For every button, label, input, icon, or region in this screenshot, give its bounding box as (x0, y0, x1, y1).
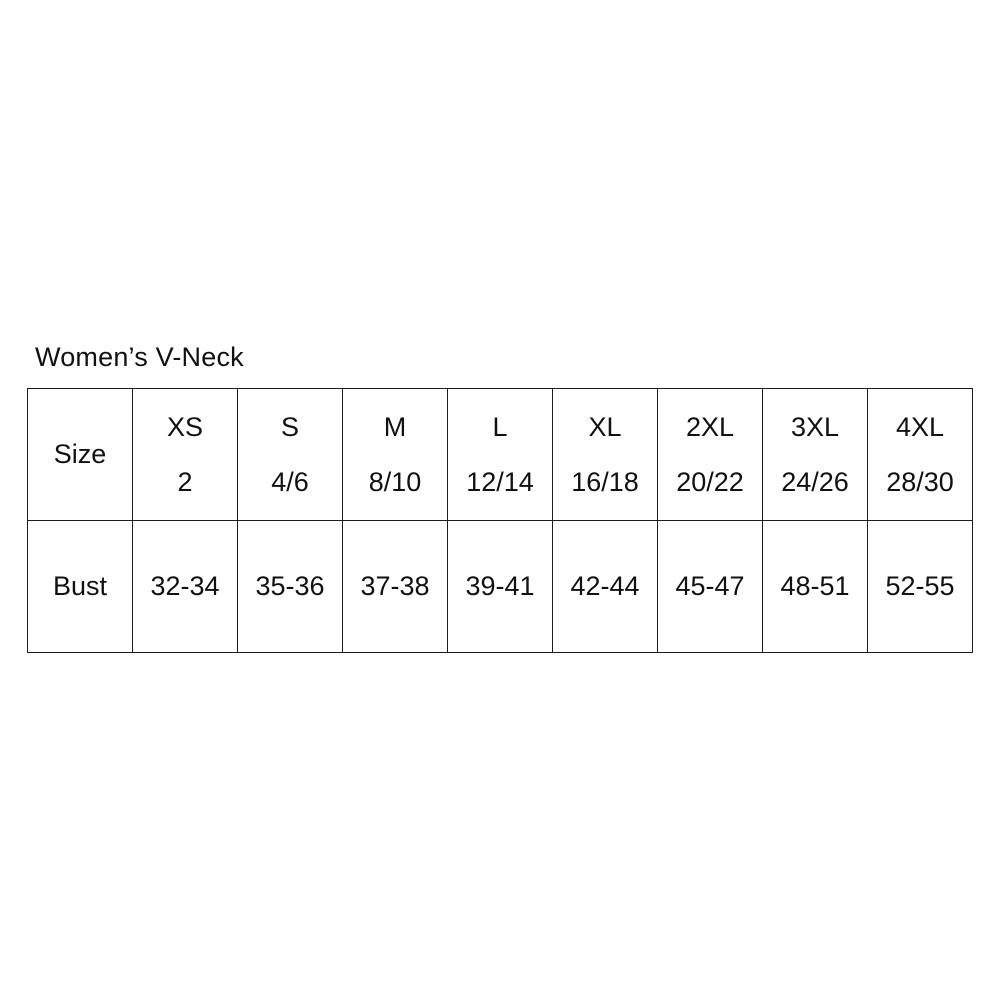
size-number: 12/14 (466, 467, 534, 497)
size-letter: 4XL (895, 412, 945, 442)
size-letter: 2XL (685, 412, 735, 442)
size-cell-2xl (658, 389, 763, 521)
size-letter: L (492, 412, 508, 442)
size-cell-xl (553, 389, 658, 521)
size-number: 28/30 (886, 467, 954, 497)
size-number: 8/10 (368, 467, 422, 497)
size-letter: XS (166, 412, 204, 442)
bust-row-label: Bust (28, 521, 133, 653)
size-letter: M (383, 412, 407, 442)
size-chart-table (27, 388, 973, 653)
size-row-label: Size (28, 389, 133, 521)
bust-cell-2xl: 45-47 (658, 521, 763, 653)
size-cell-m (343, 389, 448, 521)
size-cell-l (448, 389, 553, 521)
bust-cell-s: 35-36 (238, 521, 343, 653)
size-number: 20/22 (676, 467, 744, 497)
size-number: 24/26 (781, 467, 849, 497)
size-cell-xs (133, 389, 238, 521)
bust-row (28, 521, 973, 653)
bust-cell-3xl: 48-51 (763, 521, 868, 653)
bust-cell-xl: 42-44 (553, 521, 658, 653)
size-cell-4xl (868, 389, 973, 521)
page-title: Women’s V-Neck (35, 342, 244, 372)
size-row (28, 389, 973, 521)
size-letter: S (280, 412, 299, 442)
size-number: 16/18 (571, 467, 639, 497)
size-letter: 3XL (790, 412, 840, 442)
bust-cell-m: 37-38 (343, 521, 448, 653)
bust-cell-4xl: 52-55 (868, 521, 973, 653)
size-letter: XL (588, 412, 622, 442)
size-number: 4/6 (271, 467, 309, 497)
bust-cell-l: 39-41 (448, 521, 553, 653)
size-cell-3xl (763, 389, 868, 521)
size-cell-s (238, 389, 343, 521)
size-number: 2 (177, 467, 193, 497)
bust-cell-xs: 32-34 (133, 521, 238, 653)
